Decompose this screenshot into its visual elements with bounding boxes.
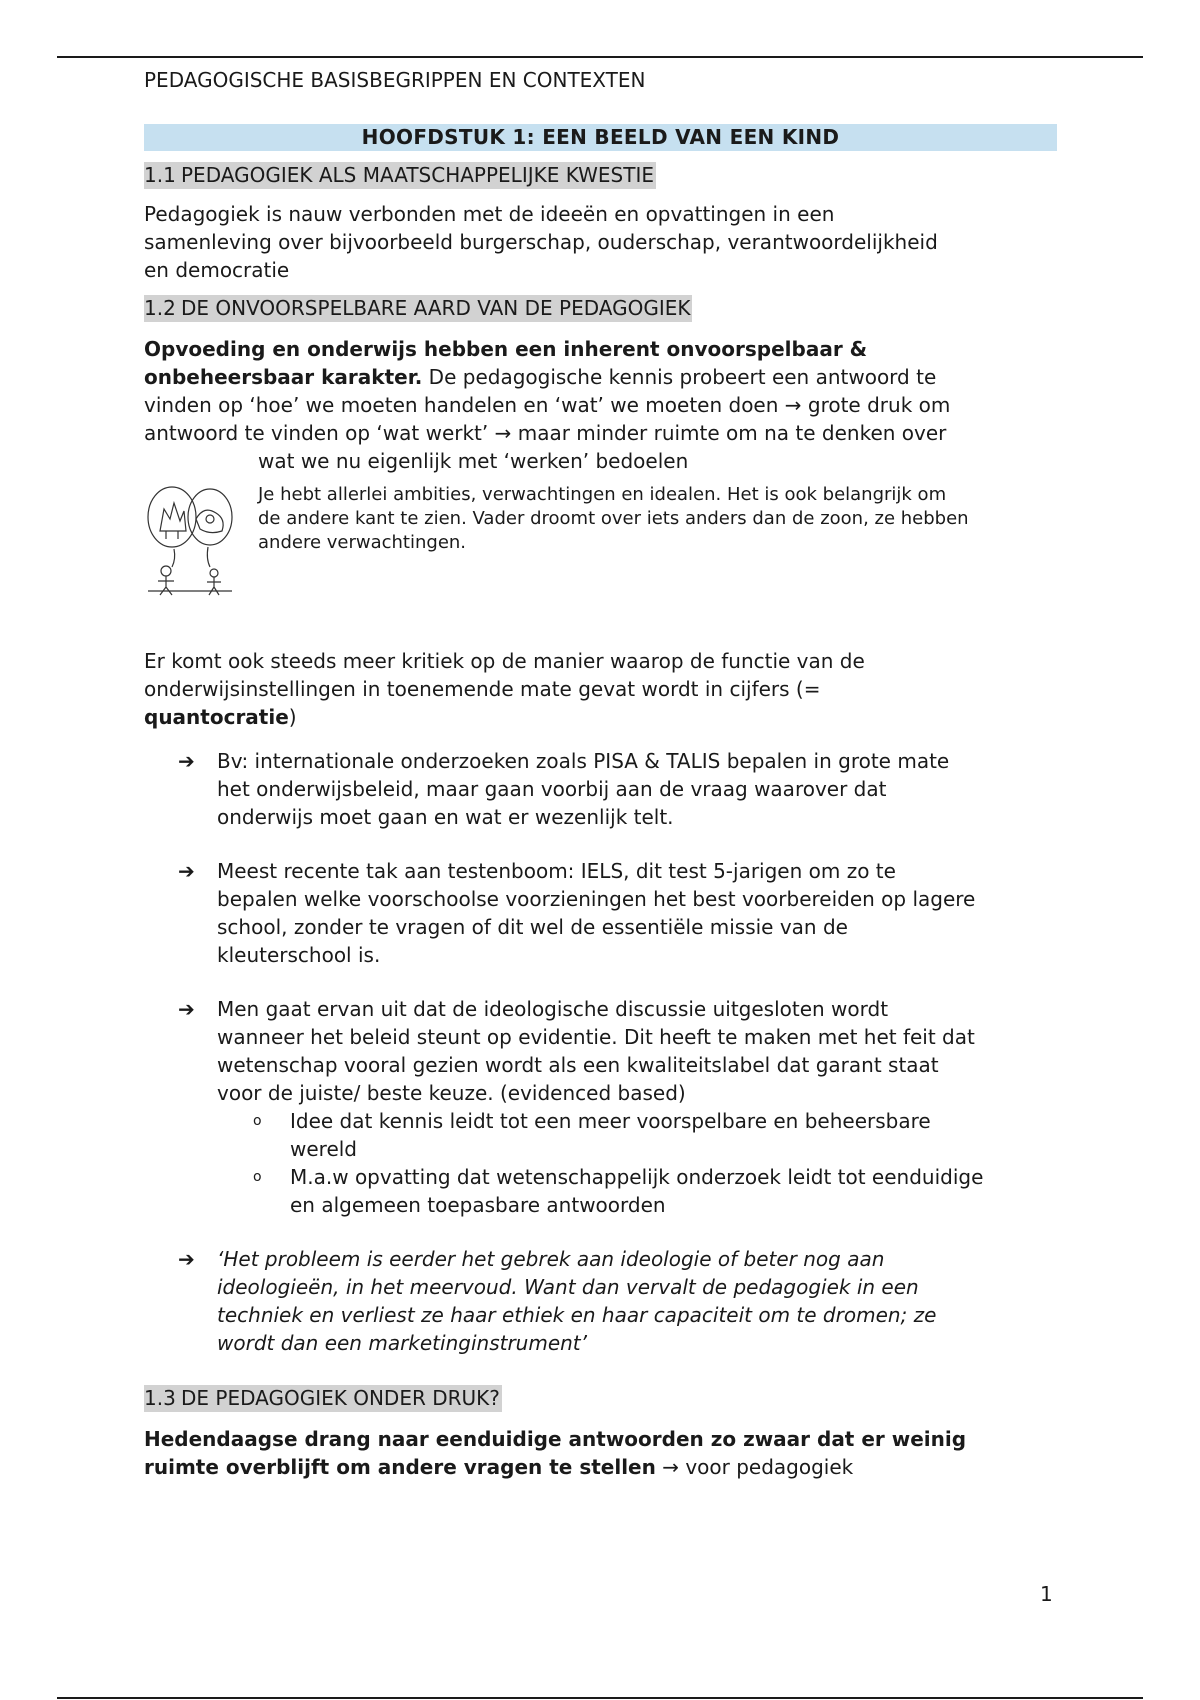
item-line: onderwijs moet gaan en wat er wezenlijk telt. [217,805,674,829]
section-heading-1-3 [144,1385,502,1412]
bold-term: quantocratie [144,705,289,729]
caption-line: Je hebt allerlei ambities, verwachtingen en idealen. Het is ook belangrijk om [258,484,947,505]
item-line: wetenschap vooral gezien wordt als een kwaliteitslabel dat garant staat [217,1053,939,1077]
text-line: Pedagogiek is nauw verbonden met de ideeën en opvattingen in een [144,202,835,226]
item-line: Bv: internationale onderzoeken zoals PISA & TALIS bepalen in grote mate [217,749,950,773]
arrow-bullet-icon: ➔ [178,997,195,1021]
bold-statement: Opvoeding en onderwijs hebben een inherent onvoorspelbaar & [144,337,868,361]
quote-line: techniek en verliest ze haar ethiek en haar capaciteit om te dromen; ze [217,1303,937,1327]
text-line: wat we nu eigenlijk met ‘werken’ bedoelen [258,449,689,473]
item-line: Idee dat kennis leidt tot een meer voorspelbare en beheersbare [290,1109,931,1133]
paragraph-onvoorspelbaar [144,335,1057,475]
caption-line: andere verwachtingen. [258,532,467,553]
item-line: M.a.w opvatting dat wetenschappelijk onderzoek leidt tot eenduidige [290,1165,984,1189]
section-heading-1-1 [144,162,656,189]
item-line: kleuterschool is. [217,943,381,967]
item-line: voor de juiste/ beste keuze. (evidenced based) [217,1081,686,1105]
item-line: Men gaat ervan uit dat de ideologische discussie uitgesloten wordt [217,997,889,1021]
quote-line: ideologieën, in het meervoud. Want dan vervalt de pedagogiek in een [217,1275,919,1299]
section-heading-1-2 [144,295,692,322]
item-line: wanneer het beleid steunt op evidentie. Dit heeft te maken met het feit dat [217,1025,975,1049]
paragraph-quantocratie [144,647,1057,731]
bottom-rule [57,1697,1143,1699]
bold-statement: Hedendaagse drang naar eenduidige antwoorden zo zwaar dat er weinig [144,1427,967,1451]
list-item [144,857,1057,969]
illustration-block [144,475,1057,593]
document-page [144,66,1057,1481]
arrow-bullet-icon: ➔ [178,859,195,883]
sub-list [217,1107,1057,1219]
circle-bullet-icon: o [253,1169,262,1185]
list-item [144,995,1057,1219]
item-line: en algemeen toepasbare antwoorden [290,1193,666,1217]
text-line: en democratie [144,258,290,282]
text-line: onderwijsinstellingen in toenemende mate gevat wordt in cijfers (= [144,677,821,701]
section-number: 1.2 [144,296,176,320]
father-son-dream-illustration [144,479,236,597]
page-number: 1 [1040,1582,1053,1606]
quote-line: wordt dan een marketinginstrument’ [217,1331,588,1355]
item-line: school, zonder te vragen of dit wel de essentiële missie van de [217,915,848,939]
text-line: Er komt ook steeds meer kritiek op de manier waarop de functie van de [144,649,865,673]
item-line: het onderwijsbeleid, maar gaan voorbij aan de vraag waarover dat [217,777,887,801]
quote-line: ‘Het probleem is eerder het gebrek aan ideologie of beter nog aan [217,1247,885,1271]
paragraph-pedagogiek [144,200,1057,284]
document-header: PEDAGOGISCHE BASISBEGRIPPEN EN CONTEXTEN [144,68,646,92]
circle-bullet-icon: o [253,1113,262,1129]
chapter-heading: HOOFDSTUK 1: EEN BEELD VAN EEN KIND [144,124,1057,151]
caption-line: de andere kant te zien. Vader droomt over iets anders dan de zoon, ze hebben [258,508,969,529]
section-title: PEDAGOGIEK ALS MAATSCHAPPELIJKE KWESTIE [181,163,654,187]
sub-list-item [217,1163,1057,1219]
section-title: DE ONVOORSPELBARE AARD VAN DE PEDAGOGIEK [181,296,691,320]
top-rule [57,56,1143,58]
paragraph-druk [144,1425,1057,1481]
illustration-caption [258,483,1058,555]
section-title: DE PEDAGOGIEK ONDER DRUK? [181,1386,500,1410]
item-line: Meest recente tak aan testenboom: IELS, dit test 5-jarigen om zo te [217,859,896,883]
text-line: antwoord te vinden op ‘wat werkt’ → maar minder ruimte om na te denken over [144,421,947,445]
item-line: bepalen welke voorschoolse voorzieningen het best voorbereiden op lagere [217,887,976,911]
text-span: → voor pedagogiek [655,1455,854,1479]
bold-statement: ruimte overblijft om andere vragen te stellen [144,1455,656,1479]
arrow-bullet-icon: ➔ [178,749,195,773]
text-span: De pedagogische kennis probeert een antwoord te [422,365,937,389]
bold-statement: onbeheersbaar karakter. [144,365,423,389]
text-span: ) [288,705,297,729]
section-number: 1.1 [144,163,176,187]
list-item [144,1245,1057,1357]
sub-list-item [217,1107,1057,1163]
text-line: vinden op ‘hoe’ we moeten handelen en ‘wat’ we moeten doen → grote druk om [144,393,951,417]
section-number: 1.3 [144,1386,176,1410]
bullet-list [144,747,1057,1357]
text-line: samenleving over bijvoorbeeld burgerschap, ouderschap, verantwoordelijkheid [144,230,938,254]
item-line: wereld [290,1137,358,1161]
list-item [144,747,1057,831]
arrow-bullet-icon: ➔ [178,1247,195,1271]
